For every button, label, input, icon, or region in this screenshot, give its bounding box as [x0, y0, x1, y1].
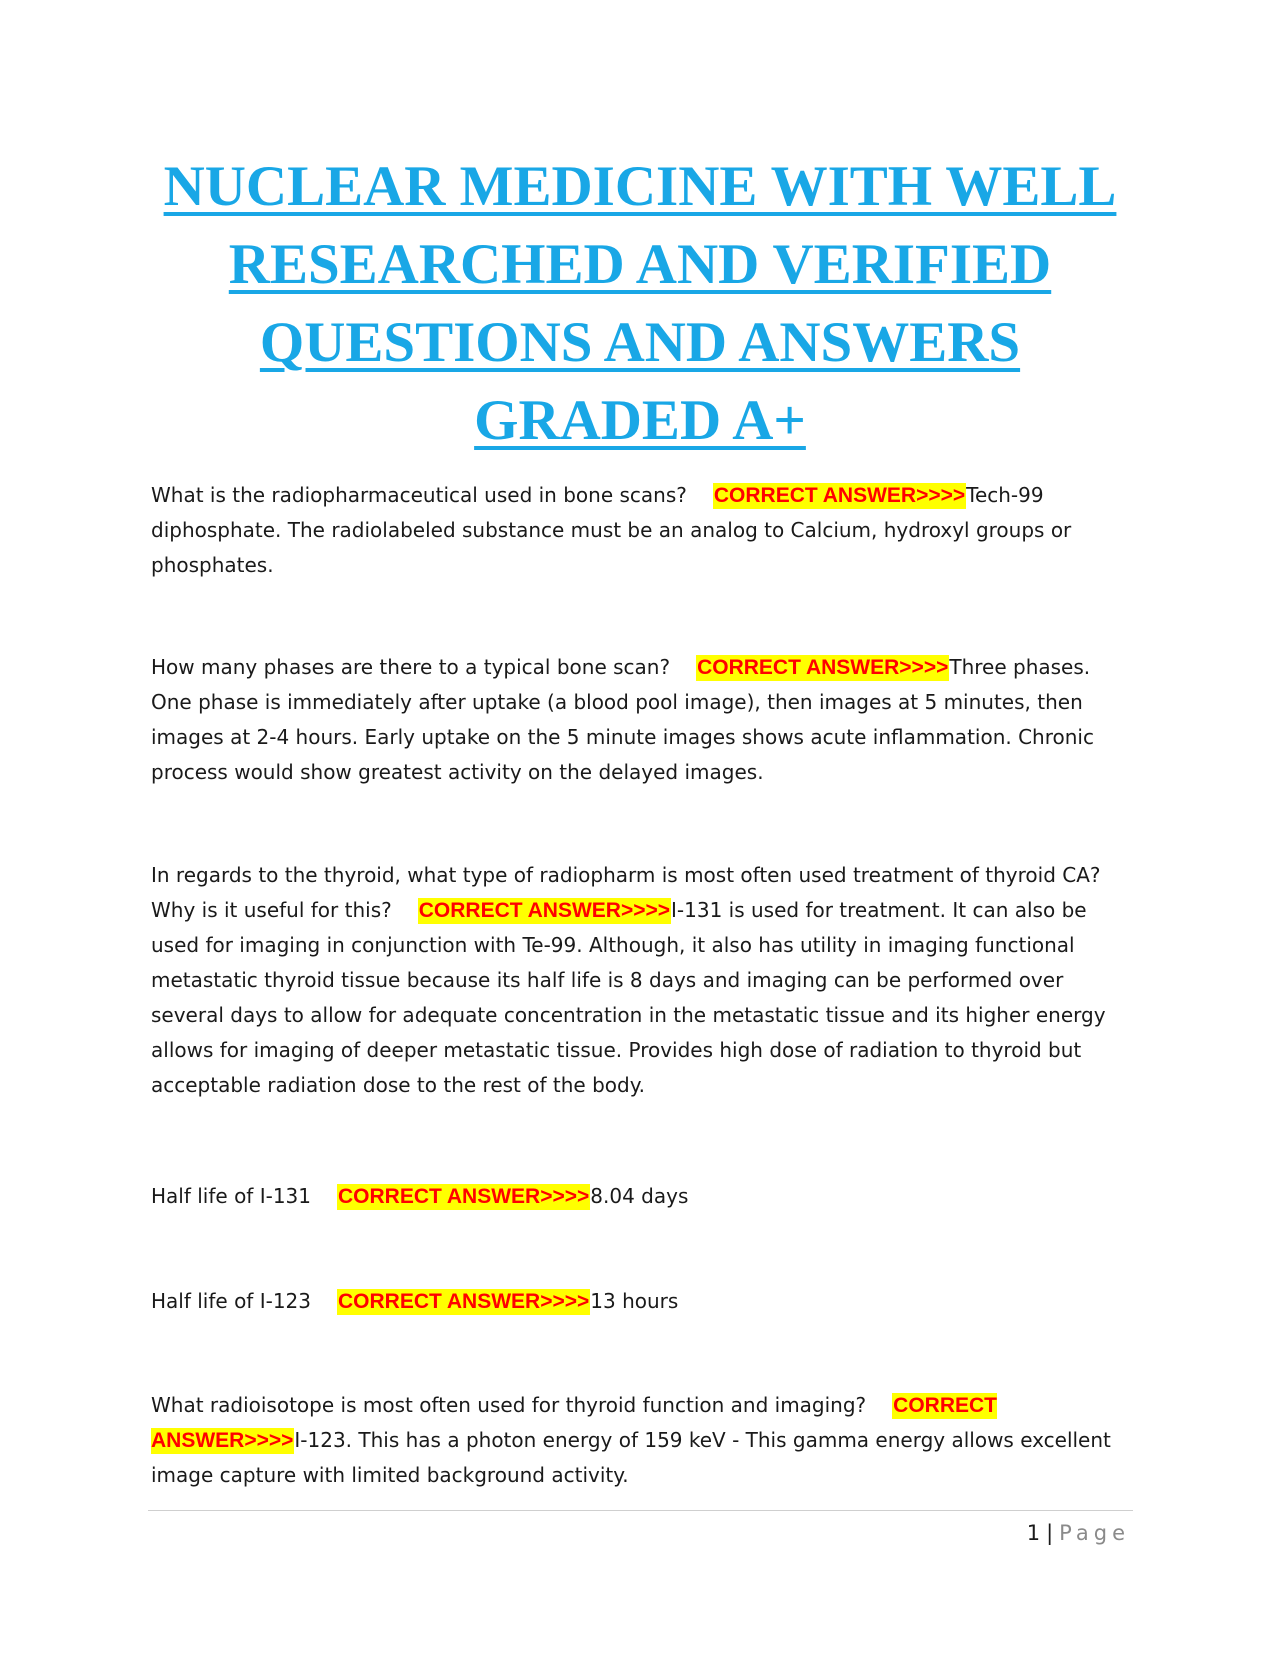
page-number: 1 — [1026, 1521, 1041, 1545]
page-footer — [1027, 1518, 1130, 1548]
question-text: Half life of I-123 — [151, 1289, 311, 1313]
footer-divider — [148, 1510, 1133, 1511]
qa-item — [151, 1388, 1133, 1493]
page-label: Page — [1059, 1521, 1130, 1545]
question-text: In regards to the thyroid, what type of radiopharm is most often used treatment of thyroid CA? Why is it useful for this? — [151, 863, 1101, 922]
correct-answer-tag: CORRECT ANSWER>>>> — [713, 484, 966, 507]
question-text: How many phases are there to a typical bone scan? — [151, 655, 671, 679]
qa-item — [151, 478, 1133, 583]
correct-answer-tag: CORRECT ANSWER>>>> — [697, 656, 949, 679]
question-text: What radioisotope is most often used for thyroid function and imaging? — [151, 1393, 867, 1417]
qa-item — [151, 650, 1133, 790]
question-text: What is the radiopharmaceutical used in bone scans? — [151, 483, 687, 507]
question-text: Half life of I-131 — [151, 1184, 311, 1208]
qa-item — [151, 1284, 1133, 1319]
answer-text: Three phases. One phase is immediately after uptake (a blood pool image), then images at 5 minutes, then images at 2-4 hours. Early uptake on the 5 minute images shows acute inflammation. Chronic process would show greatest activity on the delayed images. — [151, 655, 1094, 784]
qa-item — [151, 1179, 1133, 1214]
footer-separator: | — [1046, 1521, 1054, 1545]
correct-answer-tag: CORRECT ANSWER>>>> — [338, 1290, 590, 1313]
correct-answer-tag: CORRECT ANSWER>>>> — [151, 1394, 998, 1452]
correct-answer-tag: CORRECT ANSWER>>>> — [338, 1185, 590, 1208]
qa-item — [151, 858, 1133, 1103]
answer-text: 8.04 days — [590, 1184, 689, 1208]
document-title: NUCLEAR MEDICINE WITH WELL RESEARCHED AND VERIFIED QUESTIONS AND ANSWERS GRADED A+ — [163, 155, 1117, 452]
answer-text: 13 hours — [590, 1289, 679, 1313]
answer-text: I-123. This has a photon energy of 159 keV - This gamma energy allows excellent image capture with limited background activity. — [151, 1428, 1111, 1487]
answer-text: I-131 is used for treatment. It can also be used for imaging in conjunction with Te-99. Although, it also has utility in imaging functional metastatic thyroid tissue because its half life is 8 days and imaging can be performed over several days to allow for adequate concentration in the metastatic tissue and its higher energy allows for imaging of deeper metastatic tissue. Provides high dose of radiation to thyroid but acceptable radiation dose to the rest of the body. — [151, 898, 1106, 1097]
correct-answer-tag: CORRECT ANSWER>>>> — [418, 899, 671, 922]
answer-text: Tech-99 diphosphate. The radiolabeled substance must be an analog to Calcium, hydroxyl groups or phosphates. — [151, 483, 1072, 577]
